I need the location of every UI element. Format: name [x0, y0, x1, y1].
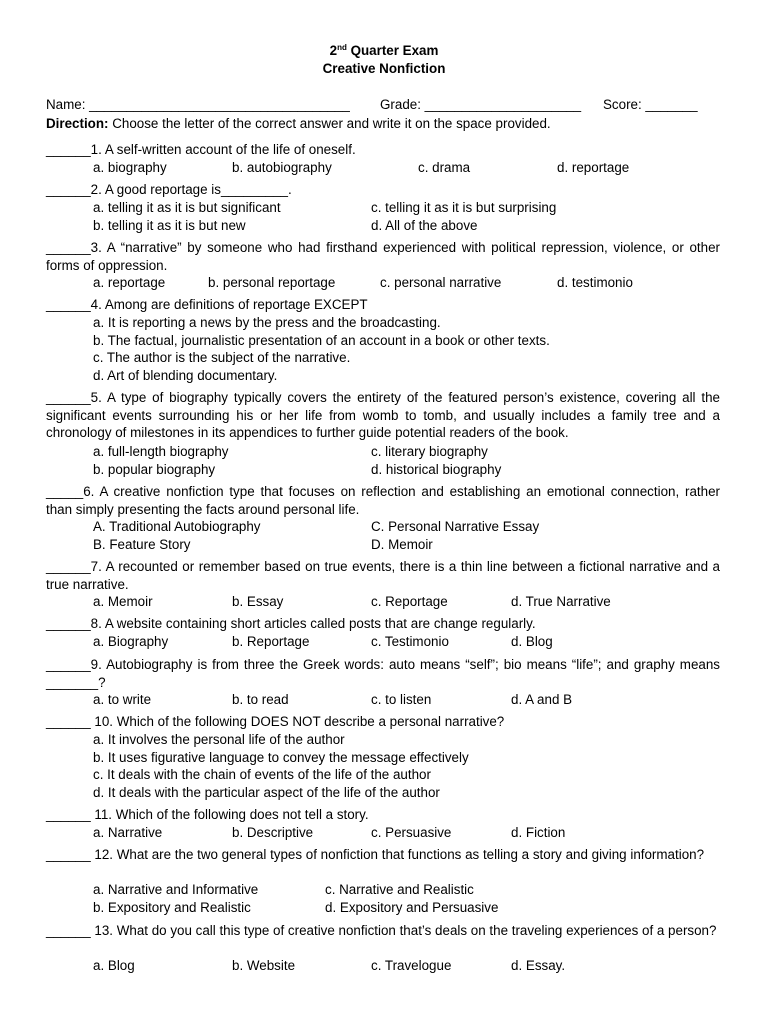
- question-5-option-d[interactable]: d. historical biography: [371, 462, 502, 477]
- question-5-option-b[interactable]: b. popular biography: [93, 462, 216, 477]
- question-4-option-d[interactable]: d. Art of blending documentary.: [93, 368, 278, 383]
- direction-line: [46, 115, 551, 132]
- question-6-option-d[interactable]: D. Memoir: [371, 537, 433, 552]
- question-11-option-c[interactable]: c. Persuasive: [371, 825, 452, 840]
- question-6-stem: _____6. A creative nonfiction type that focuses on reflection and establishing an emotional connection, rather than simply presenting the facts around personal life.: [46, 484, 720, 517]
- question-11-option-a[interactable]: a. Narrative: [93, 825, 163, 840]
- question-8-option-c[interactable]: c. Testimonio: [371, 634, 449, 649]
- question-10-option-b[interactable]: b. It uses figurative language to convey the message effectively: [93, 750, 469, 765]
- question-7-stem: ______7. A recounted or remember based on true events, there is a thin line between a fictional narrative and a true narrative.: [46, 559, 720, 592]
- question-8-option-b[interactable]: b. Reportage: [232, 634, 310, 649]
- question-1-option-b[interactable]: b. autobiography: [232, 160, 332, 175]
- score-field[interactable]: Score: _______: [603, 97, 698, 112]
- question-4-option-a[interactable]: a. It is reporting a news by the press and the broadcasting.: [93, 315, 441, 330]
- question-9-option-c[interactable]: c. to listen: [371, 692, 432, 707]
- exam-subtitle: Creative Nonfiction: [322, 61, 446, 76]
- question-9-option-b[interactable]: b. to read: [232, 692, 289, 707]
- question-5-stem: ______5. A type of biography typically covers the entirety of the featured person’s existence, covering all the significant events surrounding his or her life from womb to tomb, and usually includes a family tree and a chronology of milestones in its appendices to further guide potential readers of the book.: [46, 390, 720, 441]
- question-4-stem: ______4. Among are definitions of reportage EXCEPT: [46, 297, 368, 312]
- question-13-option-b[interactable]: b. Website: [232, 958, 296, 973]
- question-7-option-c[interactable]: c. Reportage: [371, 594, 448, 609]
- question-2-stem: ______2. A good reportage is_________.: [46, 182, 292, 197]
- question-13-option-a[interactable]: a. Blog: [93, 958, 135, 973]
- question-10-stem: ______ 10. Which of the following DOES NOT describe a personal narrative?: [46, 714, 505, 729]
- question-10-option-a[interactable]: a. It involves the personal life of the author: [93, 732, 345, 747]
- question-7-option-a[interactable]: a. Memoir: [93, 594, 153, 609]
- question-7-option-b[interactable]: b. Essay: [232, 594, 284, 609]
- question-4-option-c[interactable]: c. The author is the subject of the narrative.: [93, 350, 351, 365]
- question-11-stem: ______ 11. Which of the following does not tell a story.: [46, 807, 369, 822]
- question-12-stem: ______ 12. What are the two general types of nonfiction that functions as telling a story and giving information?: [46, 847, 705, 862]
- question-3-option-a[interactable]: a. reportage: [93, 275, 166, 290]
- title-text: Quarter Exam: [346, 43, 439, 58]
- question-7-option-d[interactable]: d. True Narrative: [511, 594, 611, 609]
- question-6-option-a[interactable]: A. Traditional Autobiography: [93, 519, 261, 534]
- question-1-option-d[interactable]: d. reportage: [557, 160, 630, 175]
- question-2-option-a[interactable]: a. telling it as it is but significant: [93, 200, 281, 215]
- question-10-option-d[interactable]: d. It deals with the particular aspect of the life of the author: [93, 785, 440, 800]
- question-3-stem: ______3. A “narrative” by someone who had firsthand experienced with political repression, violence, or other forms of oppression.: [46, 240, 720, 273]
- question-13-stem: ______ 13. What do you call this type of creative nonfiction that’s deals on the traveling experiences of a person?: [46, 923, 717, 938]
- question-2-option-d[interactable]: d. All of the above: [371, 218, 478, 233]
- question-1-option-a[interactable]: a. biography: [93, 160, 167, 175]
- question-12-option-b[interactable]: b. Expository and Realistic: [93, 900, 251, 915]
- question-2-option-b[interactable]: b. telling it as it is but new: [93, 218, 246, 233]
- question-8-stem: ______8. A website containing short articles called posts that are change regularly.: [46, 616, 536, 631]
- question-12-option-c[interactable]: c. Narrative and Realistic: [325, 882, 474, 897]
- question-6-option-c[interactable]: C. Personal Narrative Essay: [371, 519, 540, 534]
- title-ordinal-suffix: nd: [337, 43, 347, 52]
- question-8-option-d[interactable]: d. Blog: [511, 634, 553, 649]
- title-number: 2: [329, 43, 338, 58]
- question-11-option-b[interactable]: b. Descriptive: [232, 825, 314, 840]
- question-11-option-d[interactable]: d. Fiction: [511, 825, 566, 840]
- question-12-option-a[interactable]: a. Narrative and Informative: [93, 882, 259, 897]
- question-9-option-a[interactable]: a. to write: [93, 692, 152, 707]
- grade-field[interactable]: Grade: _____________________: [380, 97, 582, 112]
- question-3-option-b[interactable]: b. personal reportage: [208, 275, 336, 290]
- name-field[interactable]: Name: ___________________________________: [46, 97, 350, 112]
- question-1-option-c[interactable]: c. drama: [418, 160, 471, 175]
- question-5-option-c[interactable]: c. literary biography: [371, 444, 488, 459]
- question-5-option-a[interactable]: a. full-length biography: [93, 444, 229, 459]
- question-6-option-b[interactable]: B. Feature Story: [93, 537, 191, 552]
- question-13-option-c[interactable]: c. Travelogue: [371, 958, 452, 973]
- question-3-option-c[interactable]: c. personal narrative: [380, 275, 502, 290]
- direction-text: Choose the letter of the correct answer and write it on the space provided.: [108, 116, 551, 131]
- question-1-stem: ______1. A self-written account of the life of oneself.: [46, 142, 356, 157]
- direction-label: Direction:: [46, 116, 109, 131]
- question-13-option-d[interactable]: d. Essay.: [511, 958, 566, 973]
- question-10-option-c[interactable]: c. It deals with the chain of events of the life of the author: [93, 767, 431, 782]
- question-4-option-b[interactable]: b. The factual, journalistic presentation of an account in a book or other texts.: [93, 333, 550, 348]
- question-3-option-d[interactable]: d. testimonio: [557, 275, 633, 290]
- question-8-option-a[interactable]: a. Biography: [93, 634, 169, 649]
- question-9-stem: ______9. Autobiography is from three the Greek words: auto means “self”; bio means “life”; and graphy means _______?: [46, 657, 720, 690]
- exam-title: [0, 43, 768, 58]
- question-2-option-c[interactable]: c. telling it as it is but surprising: [371, 200, 557, 215]
- question-9-option-d[interactable]: d. A and B: [511, 692, 573, 707]
- question-12-option-d[interactable]: d. Expository and Persuasive: [325, 900, 499, 915]
